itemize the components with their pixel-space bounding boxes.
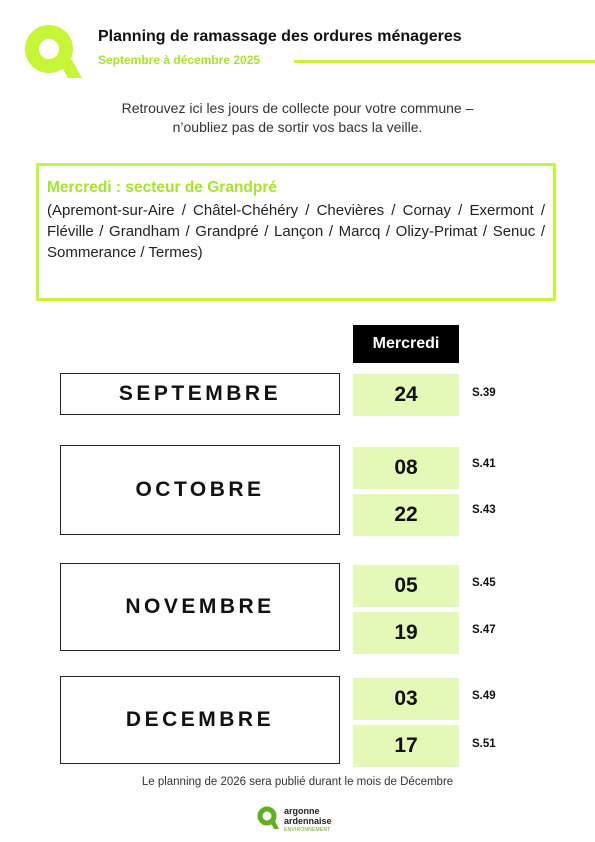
- subtitle-divider: [294, 60, 595, 63]
- sector-box: [36, 163, 556, 301]
- sector-towns: (Apremont-sur-Aire / Châtel-Chéhéry / Chevières / Cornay / Exermont / Fléville / Grandham / Grandpré / Lançon / Marcq / Olizy-Primat / Senuc / Sommerance / Termes): [47, 202, 545, 261]
- week-november-1: S.45: [472, 577, 496, 589]
- date-october-1: 08: [353, 447, 459, 489]
- page-subtitle: Septembre à décembre 2025: [98, 53, 261, 67]
- week-december-1: S.49: [472, 690, 496, 702]
- week-december-2: S.51: [472, 738, 496, 750]
- date-september-1: 24: [353, 374, 459, 416]
- footer-logo: [256, 803, 346, 837]
- month-december: DECEMBRE: [60, 676, 340, 764]
- date-october-2: 22: [353, 494, 459, 536]
- week-october-1: S.41: [472, 458, 496, 470]
- sector-title: Mercredi : secteur de Grandpré: [47, 179, 277, 196]
- month-september: SEPTEMBRE: [60, 373, 340, 415]
- footer-logo-line-1: argonne: [284, 806, 320, 816]
- page-title: Planning de ramassage des ordures ménageres: [98, 28, 462, 45]
- footer-logo-icon: [256, 805, 280, 831]
- day-header: Mercredi: [353, 325, 459, 363]
- footer-logo-line-2: ardennaise: [284, 816, 332, 826]
- week-september-1: S.39: [472, 387, 496, 399]
- month-october: OCTOBRE: [60, 445, 340, 535]
- date-november-2: 19: [353, 612, 459, 654]
- date-december-1: 03: [353, 678, 459, 720]
- month-november: NOVEMBRE: [60, 563, 340, 651]
- intro-line-2: n’oubliez pas de sortir vos bacs la veille.: [172, 119, 423, 135]
- date-november-1: 05: [353, 565, 459, 607]
- intro-text: [0, 99, 595, 137]
- footer-note: Le planning de 2026 sera publié durant le mois de Décembre: [141, 776, 454, 788]
- date-december-2: 17: [353, 725, 459, 767]
- footer-logo-line-3: ENVIRONNEMENT: [284, 827, 331, 833]
- week-october-2: S.43: [472, 504, 496, 516]
- week-november-2: S.47: [472, 624, 496, 636]
- brand-logo-icon: [22, 22, 86, 80]
- intro-line-1: Retrouvez ici les jours de collecte pour votre commune –: [121, 100, 474, 116]
